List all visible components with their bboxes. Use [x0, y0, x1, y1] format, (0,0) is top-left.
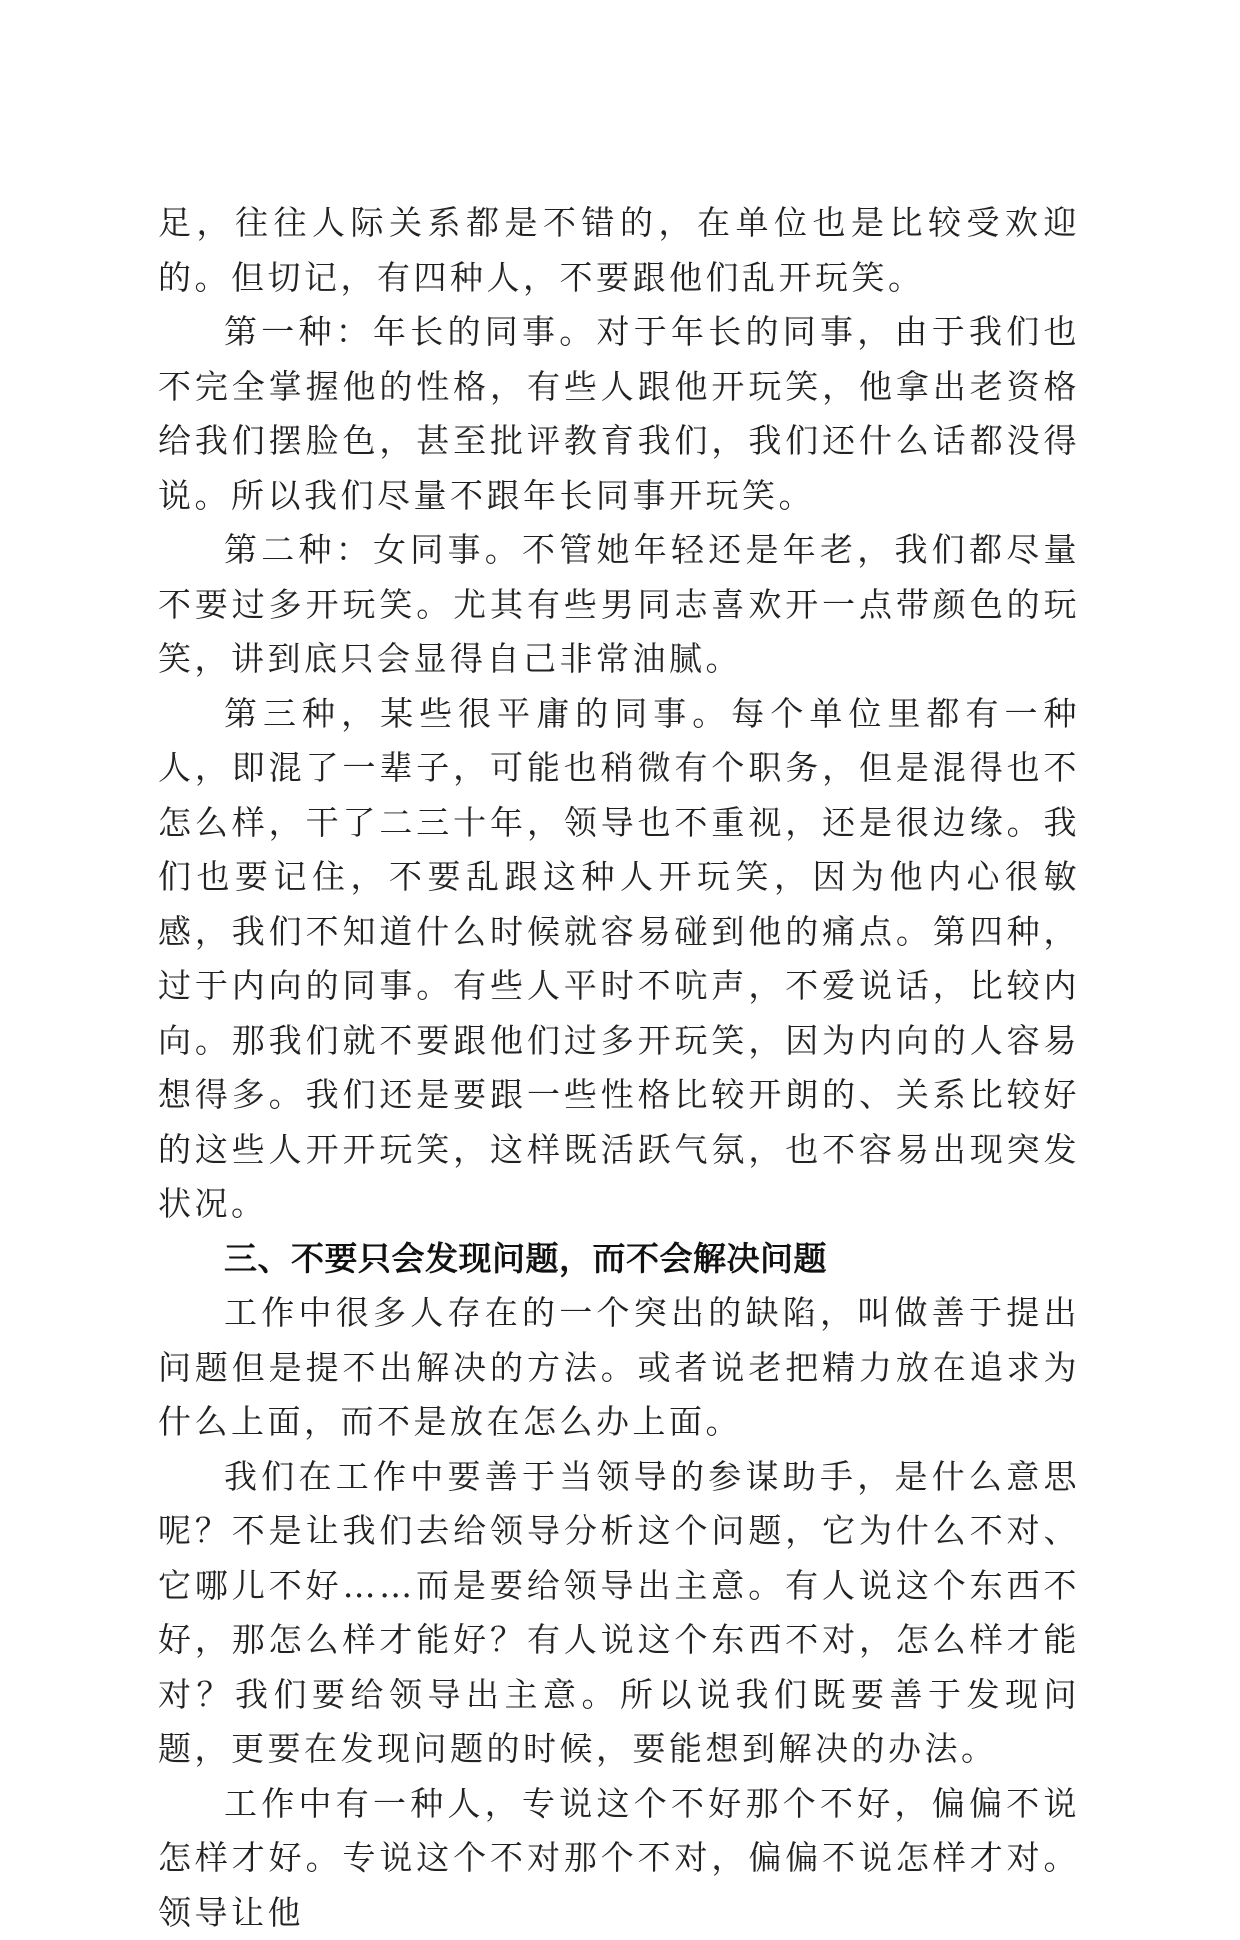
paragraph-advisor-role: 我们在工作中要善于当领导的参谋助手，是什么意思呢？不是让我们去给领导分析这个问题，它为什么不对、它哪儿不好……而是要给领导出主意。有人说这个东西不好，那怎么样才能好？有人说这个东西不对，怎么样才能对？我们要给领导出主意。所以说我们既要善于发现问题，更要在发现问题的时候，要能想到解决的办法。: [158, 1450, 1080, 1777]
paragraph-complainer: 工作中有一种人，专说这个不好那个不好，偏偏不说怎样才好。专说这个不对那个不对，偏偏不说怎样才对。领导让他: [158, 1777, 1080, 1940]
paragraph-third-fourth-type: 第三种，某些很平庸的同事。每个单位里都有一种人，即混了一辈子，可能也稍微有个职务，但是混得也不怎么样，干了二三十年，领导也不重视，还是很边缘。我们也要记住，不要乱跟这种人开玩笑，因为他内心很敏感，我们不知道什么时候就容易碰到他的痛点。第四种，过于内向的同事。有些人平时不吭声，不爱说话，比较内向。那我们就不要跟他们过多开玩笑，因为内向的人容易想得多。我们还是要跟一些性格比较开朗的、关系比较好的这些人开开玩笑，这样既活跃气氛，也不容易出现突发状况。: [158, 687, 1080, 1232]
paragraph-continuation: 足，往往人际关系都是不错的，在单位也是比较受欢迎的。但切记，有四种人，不要跟他们乱开玩笑。: [158, 196, 1080, 305]
paragraph-first-type: 第一种：年长的同事。对于年长的同事，由于我们也不完全掌握他的性格，有些人跟他开玩笑，他拿出老资格给我们摆脸色，甚至批评教育我们，我们还什么话都没得说。所以我们尽量不跟年长同事开玩笑。: [158, 305, 1080, 523]
paragraph-second-type: 第二种：女同事。不管她年轻还是年老，我们都尽量不要过多开玩笑。尤其有些男同志喜欢开一点带颜色的玩笑，讲到底只会显得自己非常油腻。: [158, 523, 1080, 687]
paragraph-problem-solving: 工作中很多人存在的一个突出的缺陷，叫做善于提出问题但是提不出解决的方法。或者说老把精力放在追求为什么上面，而不是放在怎么办上面。: [158, 1286, 1080, 1450]
body-text: [158, 196, 1080, 1940]
section-heading: 三、不要只会发现问题，而不会解决问题: [158, 1232, 1080, 1287]
